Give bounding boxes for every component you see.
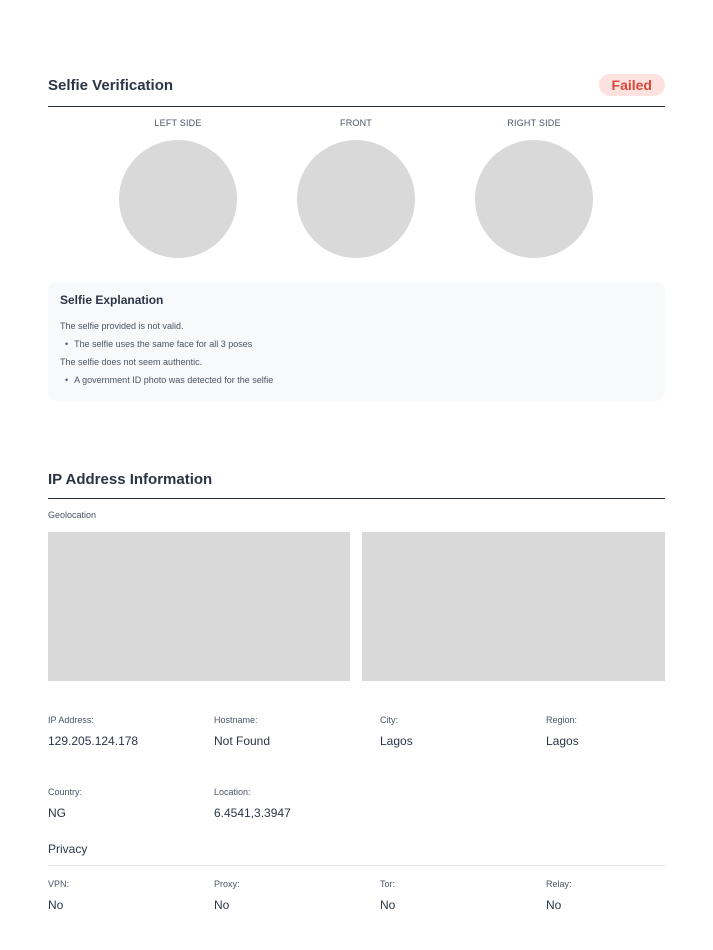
ip-address-field [48, 715, 208, 748]
field-value: 129.205.124.178 [48, 734, 139, 748]
hostname-field [214, 715, 374, 748]
explanation-bullet: • A government ID photo was detected for the selfie [60, 371, 653, 389]
region-field [546, 715, 706, 748]
field-label: VPN: [48, 879, 70, 889]
pose-front [296, 118, 416, 258]
field-value: 6.4541,3.3947 [214, 806, 291, 820]
geolocation-label: Geolocation [48, 510, 97, 520]
field-label: Location: [214, 787, 251, 797]
selfie-left-side-image [119, 140, 237, 258]
geolocation-map-left [48, 532, 350, 681]
field-label: IP Address: [48, 715, 94, 725]
tor-field [380, 879, 540, 912]
selfie-section-header [48, 70, 665, 107]
explanation-line: The selfie provided is not valid. [60, 321, 184, 331]
pose-right-side [474, 118, 594, 258]
field-label: Proxy: [214, 879, 240, 889]
ip-section-title: IP Address Information [48, 470, 213, 488]
field-value: No [48, 898, 64, 912]
field-label: Country: [48, 787, 83, 797]
field-value: NG [48, 806, 66, 820]
selfie-explanation-title: Selfie Explanation [60, 293, 164, 307]
field-label: Hostname: [214, 715, 258, 725]
relay-field [546, 879, 706, 912]
pose-label-right-side: RIGHT SIDE [507, 118, 561, 128]
explanation-bullet: • The selfie uses the same face for all 3 poses [60, 335, 653, 353]
privacy-title: Privacy [48, 842, 665, 866]
geolocation-map-right [362, 532, 665, 681]
field-label: City: [380, 715, 398, 725]
country-field [48, 787, 208, 820]
selfie-front-image [297, 140, 415, 258]
proxy-field [214, 879, 374, 912]
selfie-right-side-image [475, 140, 593, 258]
pose-label-front: FRONT [340, 118, 372, 128]
pose-left-side [118, 118, 238, 258]
field-value: Lagos [380, 734, 413, 748]
field-label: Relay: [546, 879, 572, 889]
vpn-field [48, 879, 208, 912]
location-field [214, 787, 374, 820]
field-value: No [380, 898, 396, 912]
field-value: No [546, 898, 562, 912]
field-label: Region: [546, 715, 578, 725]
field-value: Not Found [214, 734, 271, 748]
status-badge: Failed [599, 74, 665, 96]
ip-section-header [48, 466, 665, 499]
selfie-explanation-card [48, 282, 665, 401]
pose-label-left-side: LEFT SIDE [154, 118, 202, 128]
field-value: No [214, 898, 230, 912]
field-label: Tor: [380, 879, 396, 889]
field-value: Lagos [546, 734, 579, 748]
city-field [380, 715, 540, 748]
explanation-line: The selfie does not seem authentic. [60, 357, 203, 367]
selfie-section-title: Selfie Verification [48, 76, 174, 94]
